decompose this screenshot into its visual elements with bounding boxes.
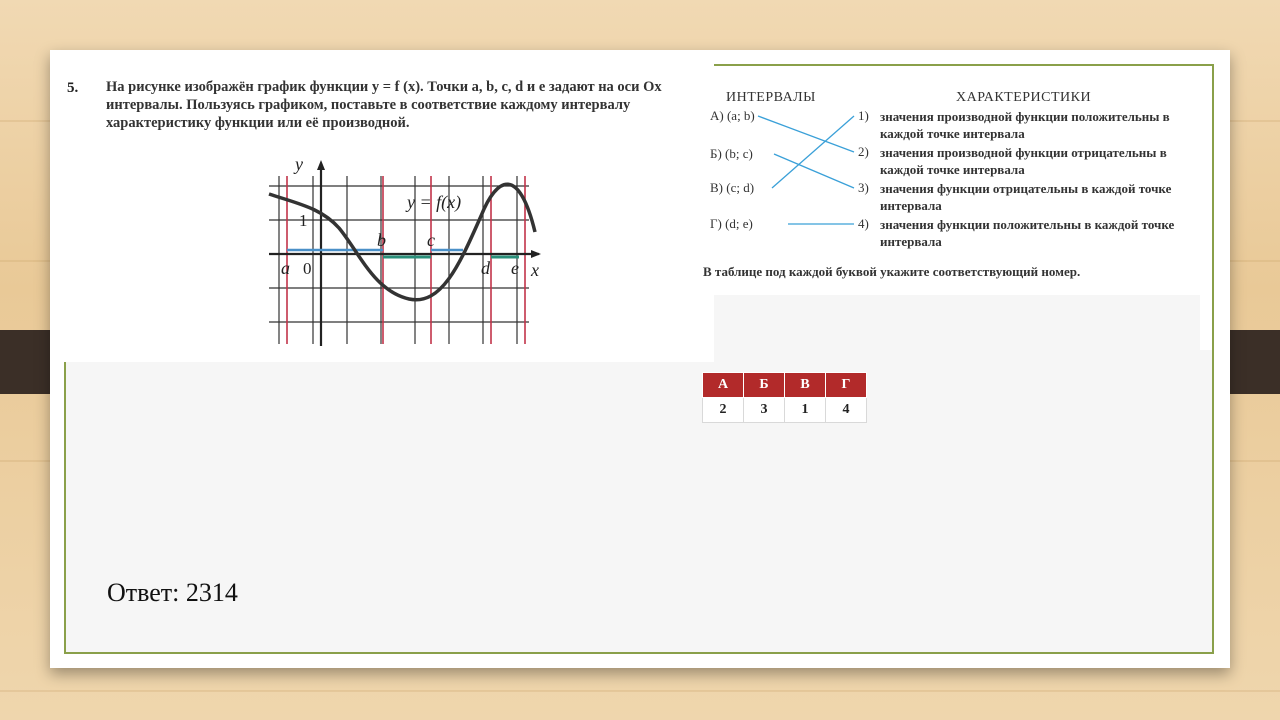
answer-header-b: Б xyxy=(744,373,785,398)
match-line-b-3 xyxy=(774,154,854,188)
point-c-label: c xyxy=(427,230,435,250)
characteristic-2-num: 2) xyxy=(858,144,869,159)
match-line-a-2 xyxy=(758,116,854,152)
x-axis-label: x xyxy=(531,260,539,280)
answer-text: Ответ: 2314 xyxy=(107,578,238,607)
characteristic-3-num: 3) xyxy=(858,180,869,195)
answer-value-g: 4 xyxy=(826,398,867,423)
characteristic-2-text: значения производной функции отрицательны в каждой точке интервала xyxy=(880,145,1167,177)
answer-header-g: Г xyxy=(826,373,867,398)
characteristic-4-num: 4) xyxy=(858,216,869,231)
match-line-v-1 xyxy=(772,116,854,188)
matching-panel xyxy=(700,72,1210,322)
function-curve xyxy=(269,184,535,300)
answer-table-value-row xyxy=(703,398,867,423)
interval-a: А) (a; b) xyxy=(710,108,755,123)
point-d-label: d xyxy=(481,258,490,278)
y-axis-label: y xyxy=(295,156,303,174)
answer-value-a: 2 xyxy=(703,398,744,423)
interval-b: Б) (b; c) xyxy=(710,146,753,161)
point-b-label: b xyxy=(377,230,386,250)
answer-header-v: В xyxy=(785,373,826,398)
origin-label: 0 xyxy=(303,259,312,278)
interval-v: В) (c; d) xyxy=(710,180,755,195)
characteristic-4-text: значения функции положительны в каждой точке интервала xyxy=(880,217,1175,249)
characteristics-header: ХАРАКТЕРИСТИКИ xyxy=(956,90,1092,105)
answer-header-a: А xyxy=(703,373,744,398)
matching-lines xyxy=(700,72,860,232)
point-e-label: e xyxy=(511,258,519,278)
slide xyxy=(50,50,1230,668)
characteristic-1-text: значения производной функции положительны в каждой точке интервала xyxy=(880,109,1170,141)
function-graph xyxy=(249,156,549,356)
answer-table-header-row xyxy=(703,373,867,398)
intervals-header: ИНТЕРВАЛЫ xyxy=(726,90,816,105)
problem-text: На рисунке изображён график функции y = f (x). Точки a, b, c, d и e задают на оси Ox интервалы. Пользуясь графиком, поставьте в соответствие каждому интервалу характеристику функции или её производной. xyxy=(106,79,662,131)
answer-table xyxy=(702,372,867,423)
point-a-label: a xyxy=(281,258,290,278)
instruction-text: В таблице под каждой буквой укажите соответствующий номер. xyxy=(703,264,1081,279)
characteristic-1-num: 1) xyxy=(858,108,869,123)
characteristic-3-text: значения функции отрицательны в каждой точке интервала xyxy=(880,181,1172,213)
tick-one-label: 1 xyxy=(299,211,308,230)
answer-value-v: 1 xyxy=(785,398,826,423)
problem-block xyxy=(64,64,714,362)
problem-number: 5. xyxy=(67,80,79,96)
function-label: y = f(x) xyxy=(407,192,462,212)
answer-value-b: 3 xyxy=(744,398,785,423)
interval-g: Г) (d; e) xyxy=(710,216,753,231)
